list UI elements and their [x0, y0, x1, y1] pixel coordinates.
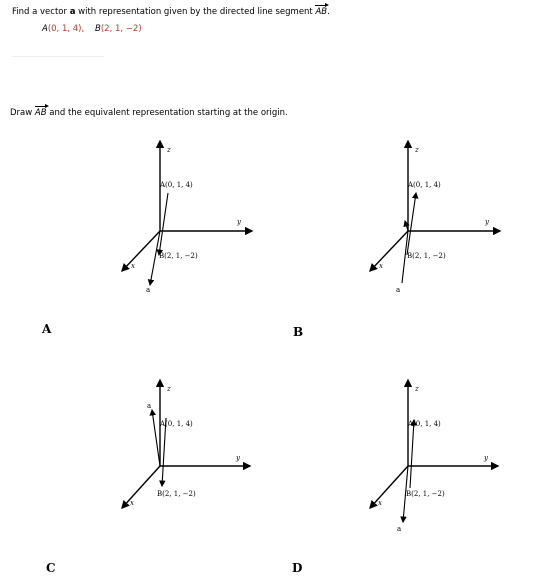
point-b-text: B(2, 1, −2)	[157, 490, 196, 498]
point-a-text: A(0, 1, 4)	[160, 420, 193, 428]
question-end: .	[327, 7, 330, 17]
instruction-text	[10, 108, 288, 118]
x-label: x	[378, 499, 382, 507]
point-b-value: (2, 1, −2)	[100, 24, 142, 34]
y-label: y	[485, 218, 489, 226]
point-a-label: A	[42, 24, 48, 34]
z-label: z	[415, 146, 419, 154]
point-a-text: A(0, 1, 4)	[160, 181, 193, 189]
x-axis	[122, 466, 160, 508]
point-b-text: B(2, 1, −2)	[407, 252, 446, 260]
y-label: y	[237, 218, 241, 226]
point-a-text: A(0, 1, 4)	[408, 181, 441, 189]
z-label: z	[167, 385, 171, 393]
point-b-label: B	[95, 24, 101, 34]
vector-a-label: a	[69, 7, 76, 17]
x-axis	[370, 231, 408, 271]
vector-ab	[410, 420, 414, 488]
vector-a-text: a	[396, 286, 401, 294]
vector-a	[152, 410, 160, 466]
segment-ab-label: AB	[315, 7, 328, 17]
x-label: x	[131, 262, 135, 270]
question-text	[12, 7, 330, 17]
z-label: z	[167, 146, 171, 154]
x-label: x	[130, 499, 134, 507]
vector-a-text: a	[147, 402, 152, 410]
z-label: z	[415, 385, 419, 393]
x-axis	[122, 231, 160, 271]
figure-option-c[interactable]	[110, 374, 260, 539]
point-b-text: B(2, 1, −2)	[159, 252, 198, 260]
point-a-value: (0, 1, 4),	[47, 24, 85, 34]
question-prefix: Find a vector	[12, 7, 70, 17]
point-a-text: A(0, 1, 4)	[408, 420, 441, 428]
instruction-segment: AB	[34, 108, 47, 118]
points-line	[42, 24, 142, 34]
choice-c-label[interactable]: C	[46, 561, 56, 575]
y-label: y	[484, 454, 488, 462]
choice-d-label[interactable]: D	[292, 561, 303, 575]
choice-a-label[interactable]: A	[42, 322, 52, 336]
choice-b-label[interactable]: B	[293, 325, 304, 339]
instruction-suffix: and the equivalent representation starting at the origin.	[46, 108, 288, 118]
figure-option-a[interactable]	[110, 135, 260, 300]
vector-a-text: a	[146, 286, 151, 294]
vector-ab	[162, 418, 166, 486]
x-axis	[370, 466, 408, 508]
question-middle: with representation given by the directed line segment	[75, 7, 316, 17]
vector-a-text: a	[397, 525, 402, 533]
y-label: y	[236, 454, 240, 462]
figure-option-d[interactable]	[358, 374, 508, 539]
x-label: x	[379, 262, 383, 270]
figure-option-b[interactable]	[358, 135, 508, 300]
point-b-text: B(2, 1, −2)	[406, 490, 445, 498]
instruction-prefix: Draw	[10, 108, 35, 118]
answer-divider	[12, 56, 104, 57]
